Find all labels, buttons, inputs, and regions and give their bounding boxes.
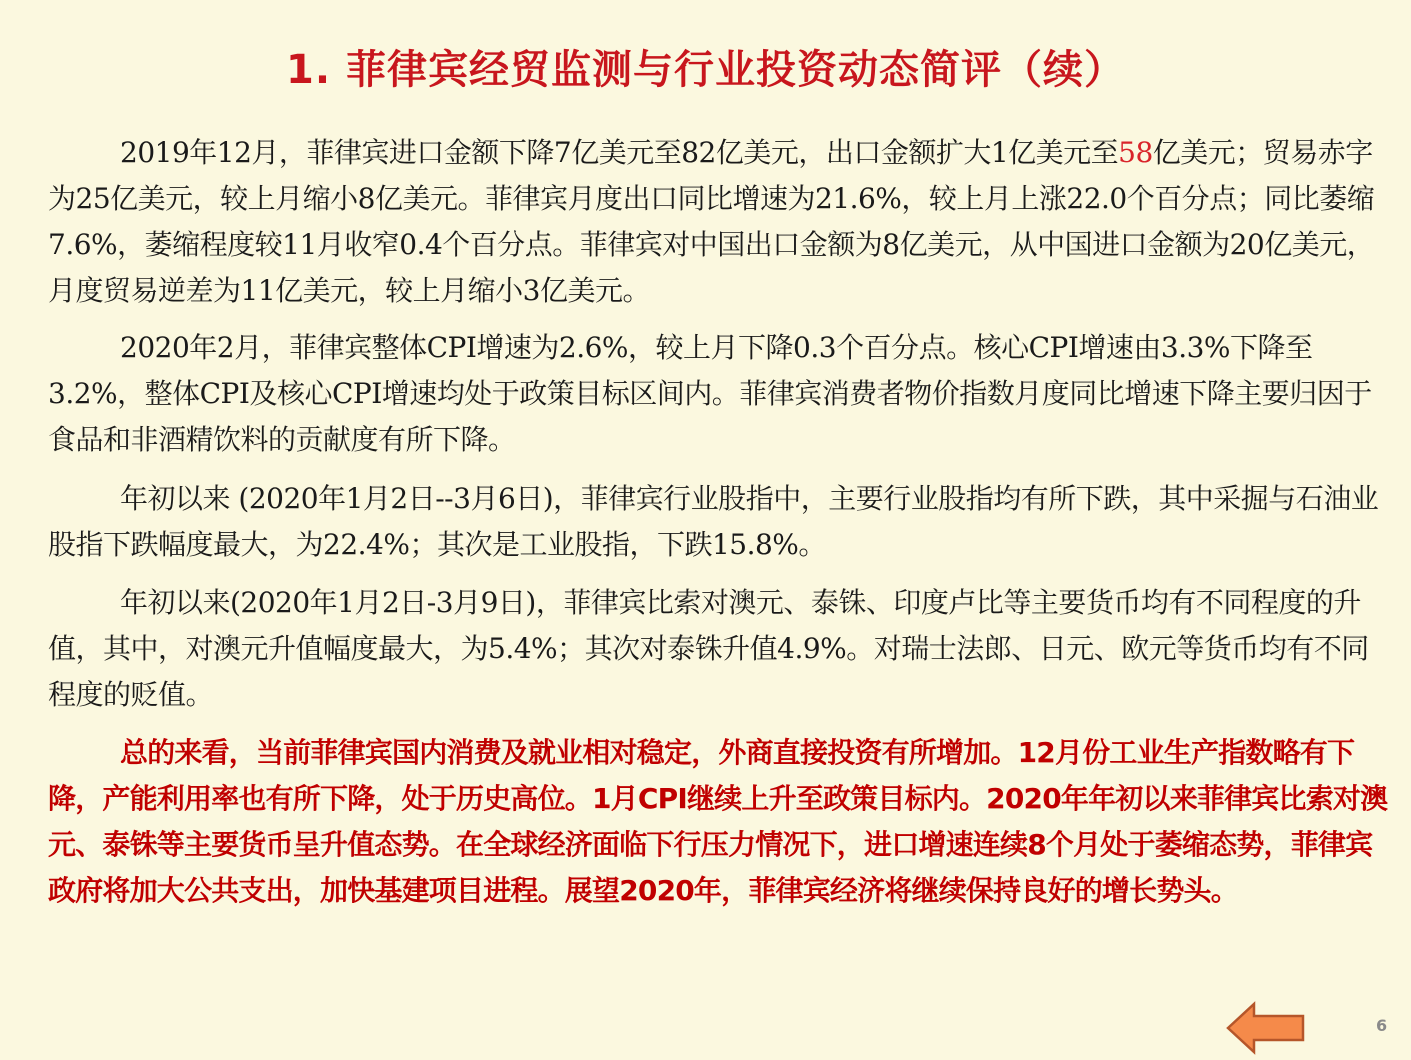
paragraph-currency: 年初以来(2020年1月2日-3月9日)，菲律宾比索对澳元、泰铢、印度卢比等主要货币均有不同程度的升值，其中，对澳元升值幅度最大，为5.4%；其次对泰铢升值4.9%。对瑞士法郎、日元、欧元等货币均有不同程度的贬值。 bbox=[48, 586, 1369, 711]
back-button[interactable] bbox=[1226, 1000, 1306, 1056]
paragraph-conclusion: 总的来看，当前菲律宾国内消费及就业相对稳定，外商直接投资有所增加。12月份工业生产指数略有下降，产能利用率也有所下降，处于历史高位。1月CPI继续上升至政策目标内。2020年年初以来菲律宾比索对澳元、泰铢等主要货币呈升值态势。在全球经济面临下行压力情况下，进口增速连续8个月处于萎缩态势，菲律宾政府将加大公共支出，加快基建项目进程。展望2020年，菲律宾经济将继续保持良好的增长势头。 bbox=[48, 736, 1388, 907]
left-arrow-icon bbox=[1226, 1000, 1306, 1056]
export-value-highlight: 58 bbox=[1118, 136, 1153, 169]
trade-text-after: 亿美元；贸易赤字为25亿美元，较上月缩小8亿美元。菲律宾月度出口同比增速为21.6%，较上月上涨22.0个百分点；同比萎缩7.6%，萎缩程度较11月收窄0.4个百分点。菲律宾对中国出口金额为8亿美元，从中国进口金额为20亿美元，月度贸易逆差为11亿美元，较上月缩小3亿美元。 bbox=[48, 136, 1375, 307]
trade-text-before: 2019年12月，菲律宾进口金额下降7亿美元至82亿美元，出口金额扩大1亿美元至 bbox=[120, 136, 1119, 169]
paragraph-stock-index: 年初以来 (2020年1月2日--3月6日)，菲律宾行业股指中，主要行业股指均有所下跌，其中采掘与石油业股指下跌幅度最大，为22.4%；其次是工业股指，下跌15.8%。 bbox=[48, 482, 1379, 561]
page-number: 6 bbox=[1376, 1016, 1388, 1035]
paragraph-cpi: 2020年2月，菲律宾整体CPI增速为2.6%，较上月下降0.3个百分点。核心CPI增速由3.3%下降至3.2%，整体CPI及核心CPI增速均处于政策目标区间内。菲律宾消费者物价指数月度同比增速下降主要归因于食品和非酒精饮料的贡献度有所下降。 bbox=[48, 331, 1372, 456]
slide-title: 1. 菲律宾经贸监测与行业投资动态简评（续） bbox=[286, 47, 1125, 93]
paragraph-trade bbox=[48, 130, 1388, 314]
